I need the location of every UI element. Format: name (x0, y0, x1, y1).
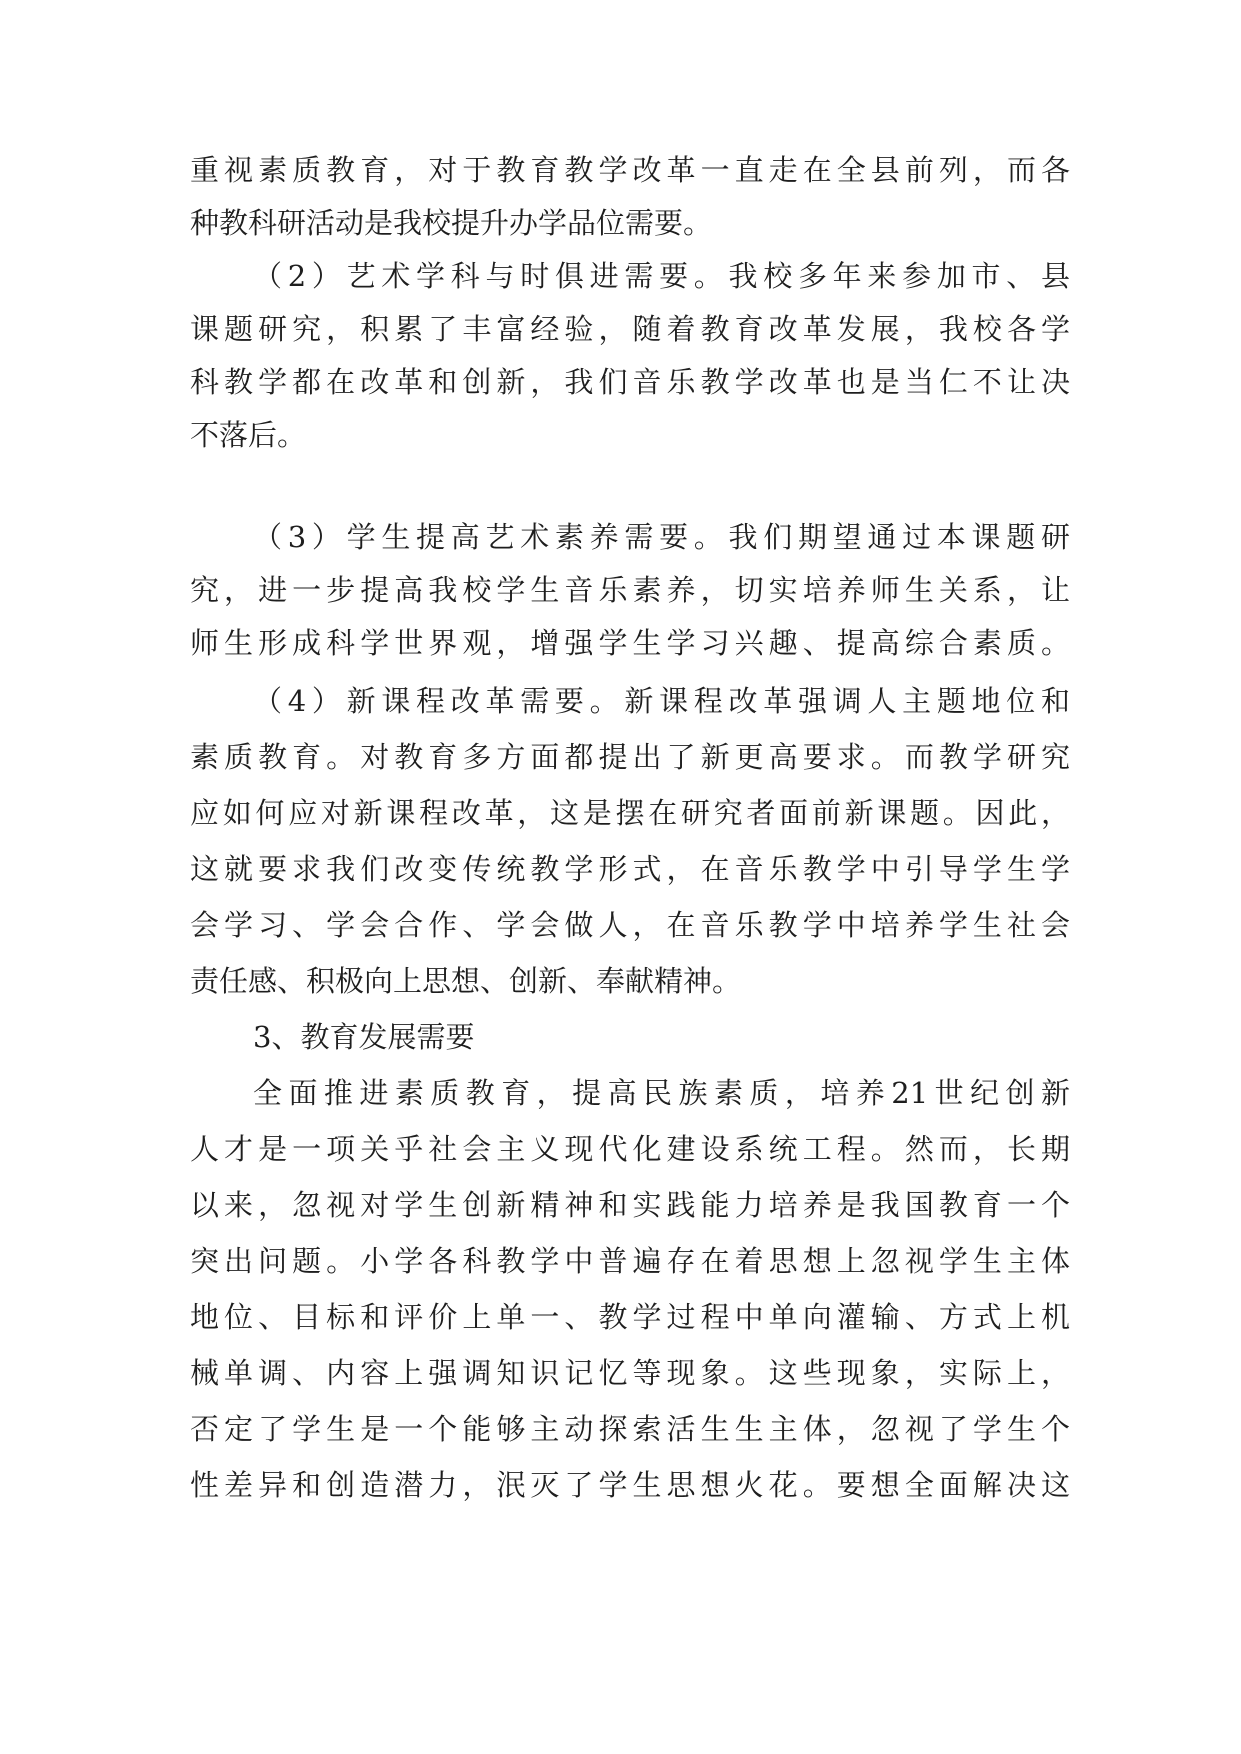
text-line: 全面推进素质教育，提高民族素质，培养21世纪创新 (253, 1076, 1070, 1110)
text-line: （2）艺术学科与时俱进需要。我校多年来参加市、县 (253, 259, 1070, 293)
text-line: 地位、目标和评价上单一、教学过程中单向灌输、方式上机 (190, 1300, 1070, 1334)
text-line: 械单调、内容上强调知识记忆等现象。这些现象，实际上， (190, 1356, 1070, 1390)
text-line: （4）新课程改革需要。新课程改革强调人主题地位和 (253, 684, 1070, 718)
text-line: 究，进一步提高我校学生音乐素养，切实培养师生关系，让 (190, 573, 1070, 607)
section-heading: 3、教育发展需要 (253, 1020, 475, 1054)
text-line: 课题研究，积累了丰富经验，随着教育改革发展，我校各学 (190, 312, 1070, 346)
text-line: （3）学生提高艺术素养需要。我们期望通过本课题研 (253, 520, 1070, 554)
text-line: 应如何应对新课程改革，这是摆在研究者面前新课题。因此， (190, 796, 1070, 830)
text-line: 人才是一项关乎社会主义现代化建设系统工程。然而，长期 (190, 1132, 1070, 1166)
text-line: 以来，忽视对学生创新精神和实践能力培养是我国教育一个 (190, 1188, 1070, 1222)
text-line: 这就要求我们改变传统教学形式，在音乐教学中引导学生学 (190, 852, 1070, 886)
text-line: 科教学都在改革和创新，我们音乐教学改革也是当仁不让决 (190, 365, 1070, 399)
text-line: 重视素质教育，对于教育教学改革一直走在全县前列，而各 (190, 153, 1070, 187)
text-line: 性差异和创造潜力，泯灭了学生思想火花。要想全面解决这 (190, 1468, 1070, 1502)
text-line: 责任感、积极向上思想、创新、奉献精神。 (190, 964, 742, 998)
text-line: 种教科研活动是我校提升办学品位需要。 (190, 206, 713, 240)
text-line: 素质教育。对教育多方面都提出了新更高要求。而教学研究 (190, 740, 1070, 774)
text-line: 突出问题。小学各科教学中普遍存在着思想上忽视学生主体 (190, 1244, 1070, 1278)
text-line: 否定了学生是一个能够主动探索活生生主体，忽视了学生个 (190, 1412, 1070, 1446)
text-line: 会学习、学会合作、学会做人，在音乐教学中培养学生社会 (190, 908, 1070, 942)
text-line: 不落后。 (190, 418, 307, 452)
text-line: 师生形成科学世界观，增强学生学习兴趣、提高综合素质。 (190, 626, 1070, 660)
